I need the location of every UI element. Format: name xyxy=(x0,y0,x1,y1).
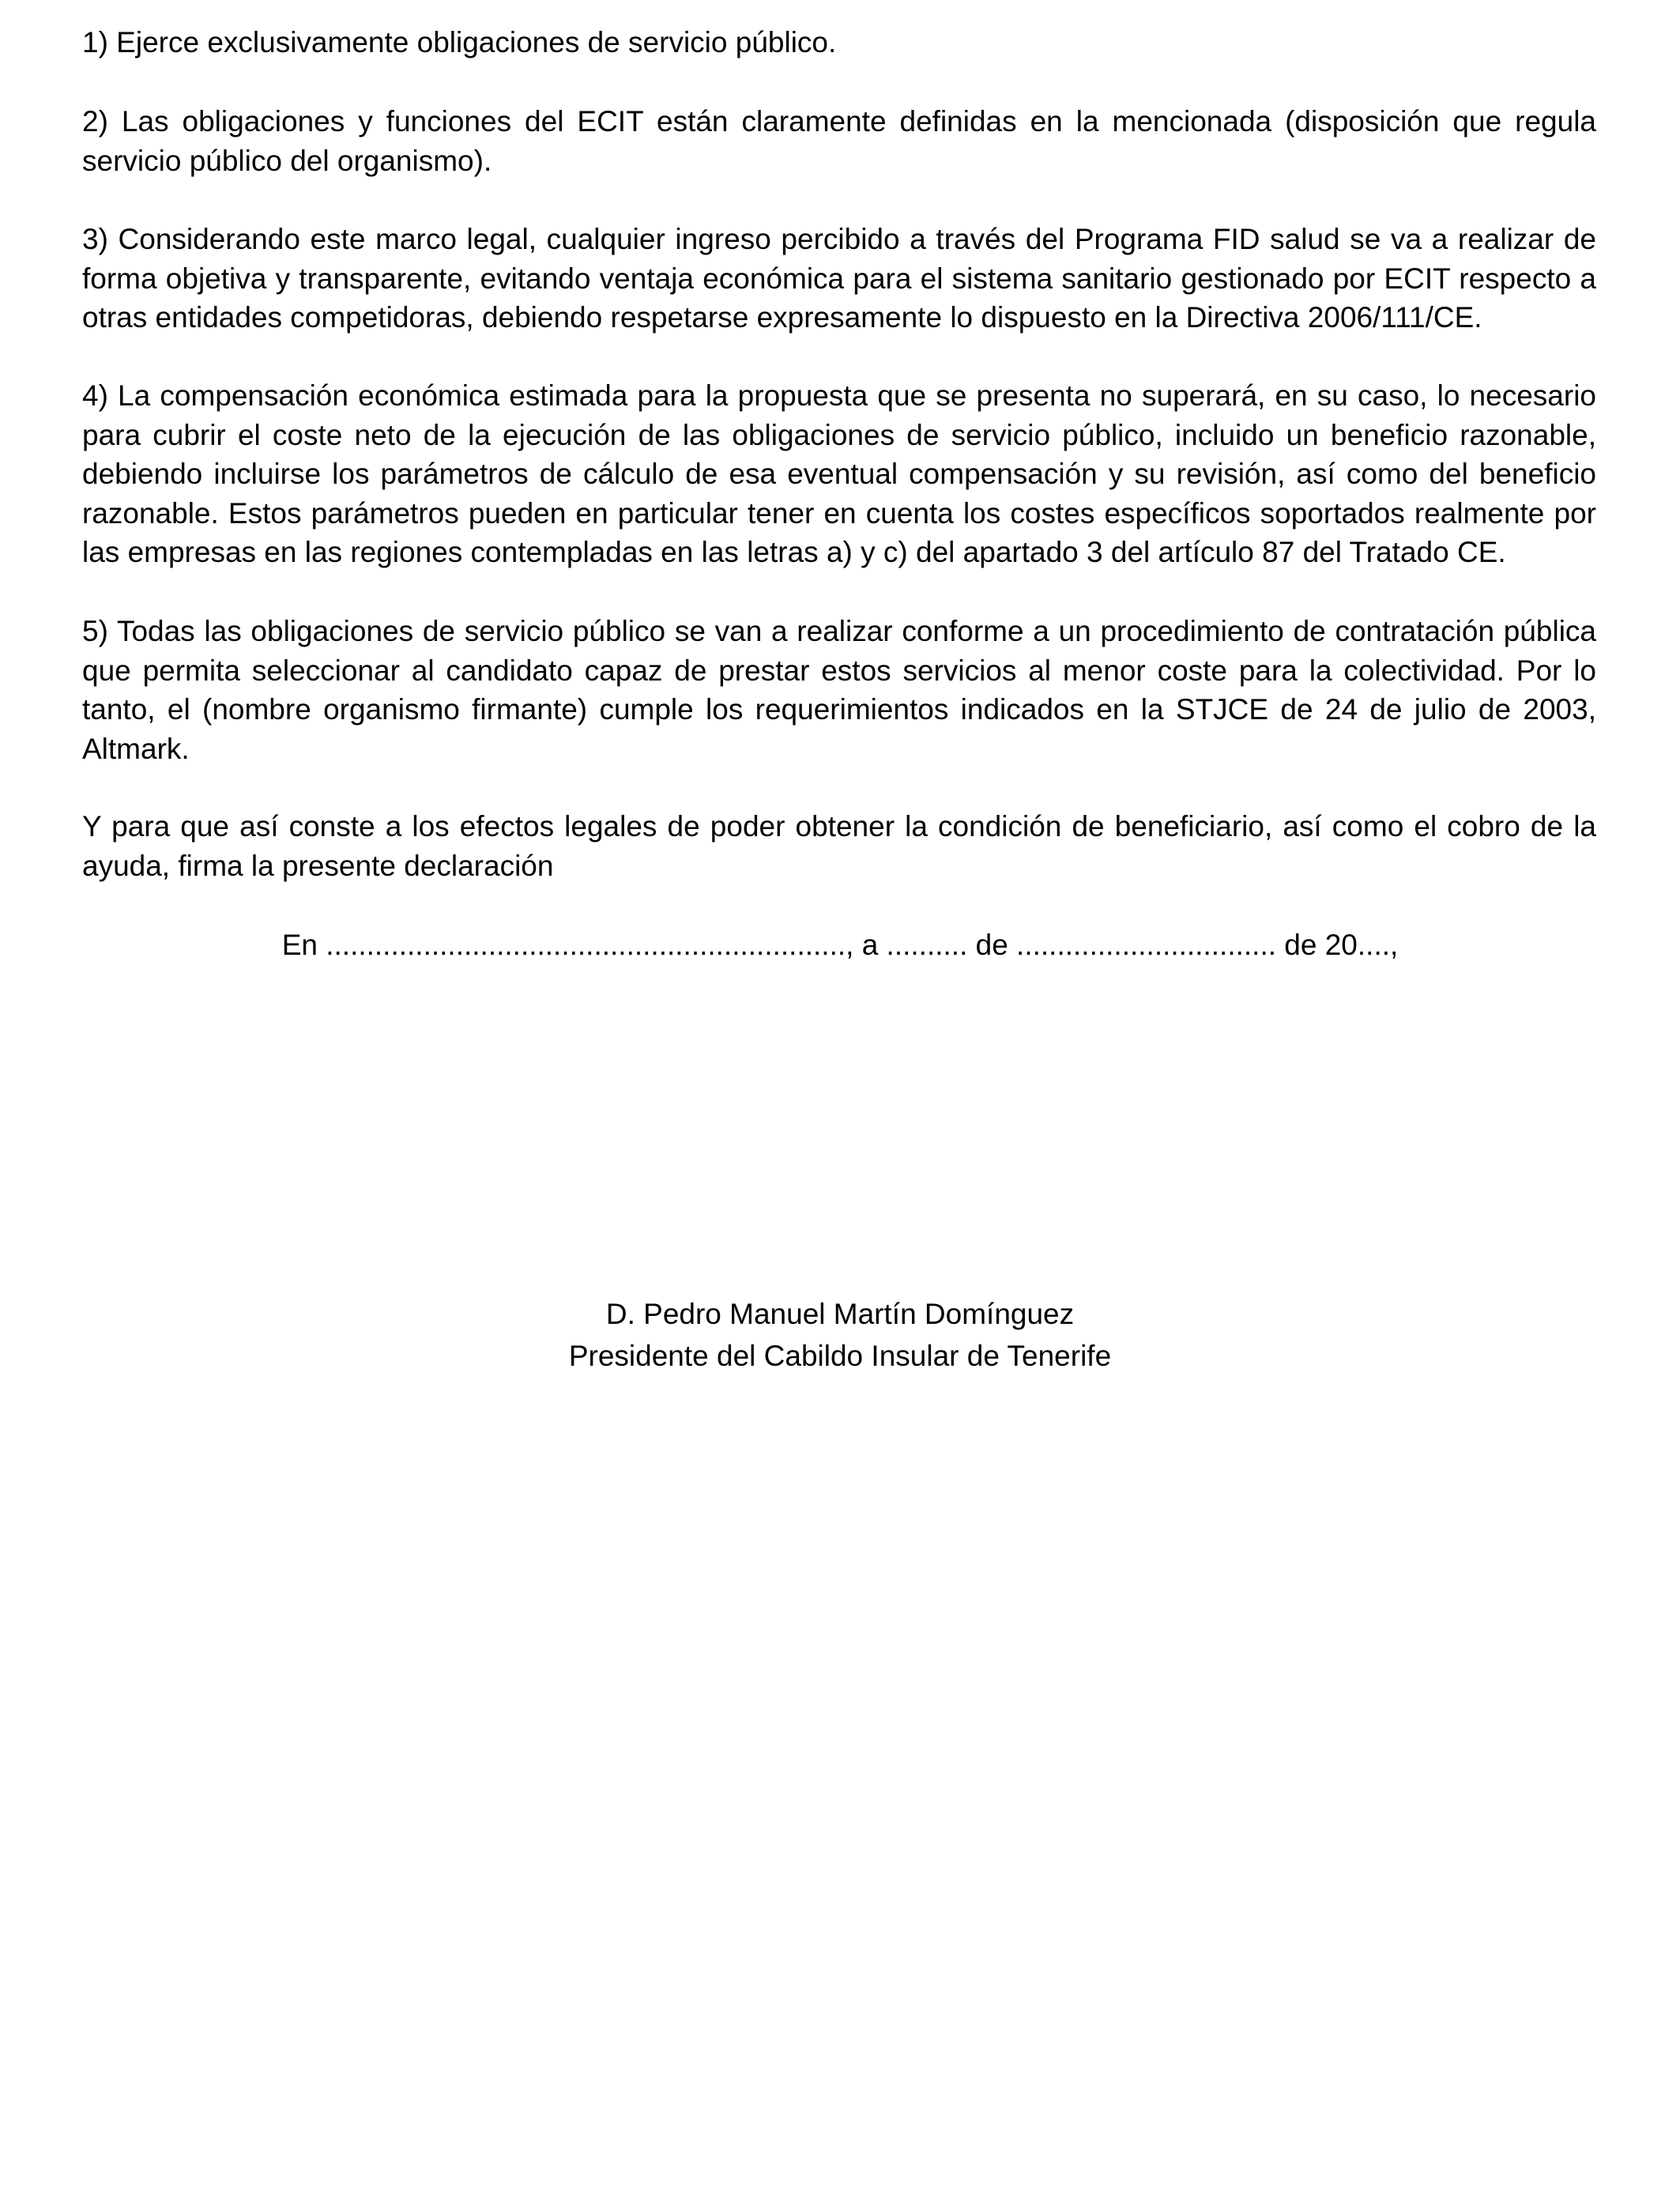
paragraph-2: 2) Las obligaciones y funciones del ECIT están claramente definidas en la mencionada (disposición que regula servicio público del organismo). xyxy=(82,105,1596,177)
signer-name: D. Pedro Manuel Martín Domínguez xyxy=(605,1298,1075,1330)
closing-statement: Y para que así conste a los efectos legales de poder obtener la condición de beneficiario, así como el cobro de la ayuda, firma la presente declaración xyxy=(82,810,1596,882)
paragraph-3: 3) Considerando este marco legal, cualquier ingreso percibido a través del Programa FID salud se va a realizar de forma objetiva y transparente, evitando ventaja económica para el sistema sanitario gestionado por ECIT respecto a otras entidades competidoras, debiendo respetarse expresamente lo dispuesto en la Directiva 2006/111/CE. xyxy=(82,223,1596,334)
paragraph-4: 4) La compensación económica estimada para la propuesta que se presenta no superará, en su caso, lo necesario para cubrir el coste neto de la ejecución de las obligaciones de servicio público, incluido un beneficio razonable, debiendo incluirse los parámetros de cálculo de esa eventual compensación y su revisión, así como del beneficio razonable. Estos parámetros pueden en particular tener en cuenta los costes específicos soportados realmente por las empresas en las regiones contempladas en las letras a) y c) del apartado 3 del artículo 87 del Tratado CE. xyxy=(82,379,1596,568)
signer-title: Presidente del Cabildo Insular de Tenerife xyxy=(568,1340,1112,1372)
paragraph-1: 1) Ejerce exclusivamente obligaciones de servicio público. xyxy=(82,26,837,58)
paragraph-5: 5) Todas las obligaciones de servicio público se van a realizar conforme a un procedimiento de contratación pública que permita seleccionar al candidato capaz de prestar estos servicios al menor coste para la colectividad. Por lo tanto, el (nombre organismo firmante) cumple los requerimientos indicados en la STJCE de 24 de julio de 2003, Altmark. xyxy=(82,615,1596,765)
place-date-line: En ................................................................, a .......... de ................................ de 20...., xyxy=(281,929,1399,961)
